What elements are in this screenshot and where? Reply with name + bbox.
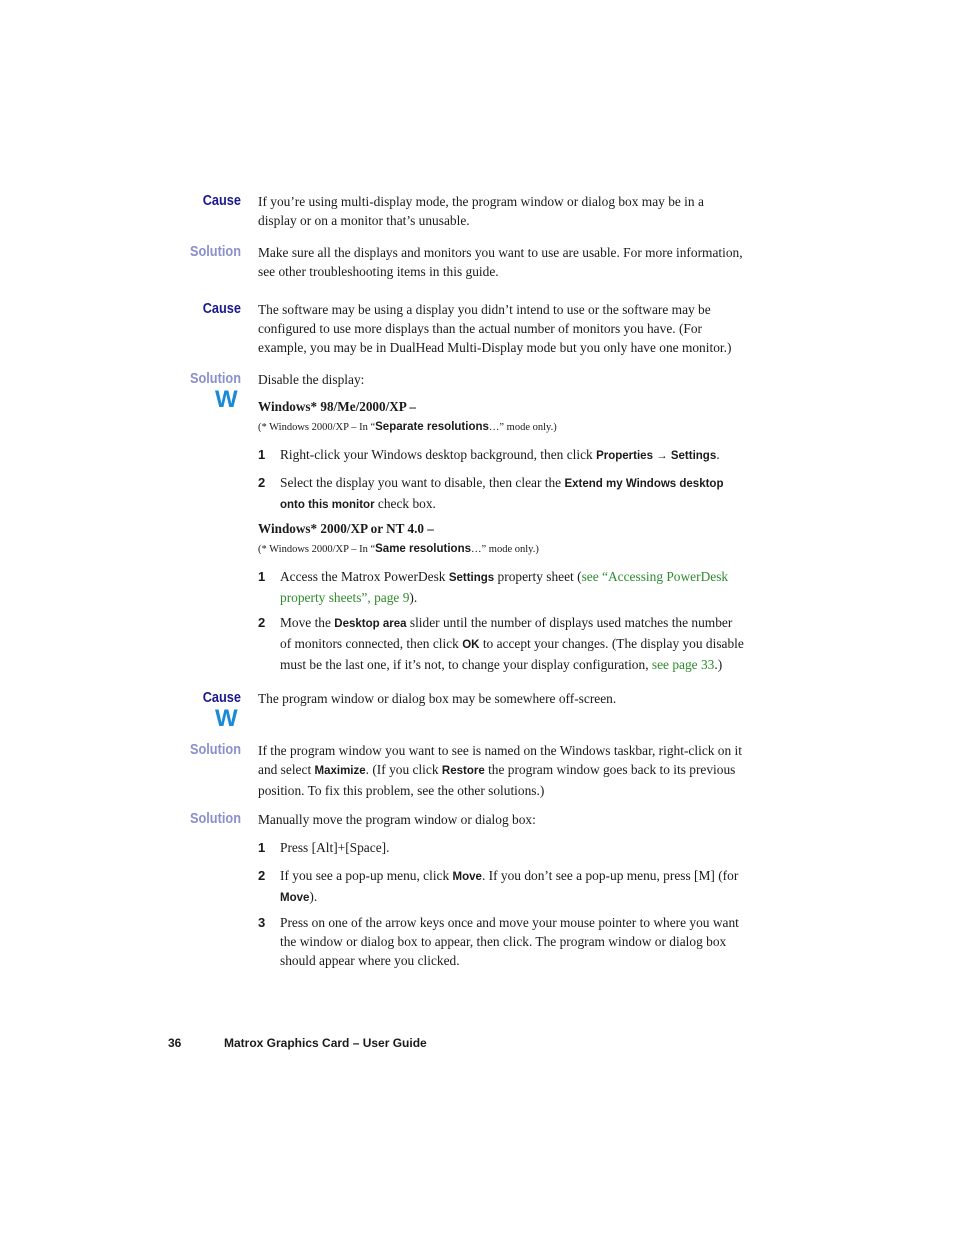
page-number: 36 (168, 1036, 182, 1050)
step-text: Access the Matrox PowerDesk Settings property sheet (see “Accessing PowerDesk property sheets”, page 9). (280, 569, 729, 605)
step-text: Press on one of the arrow keys once and move your mouse pointer to where you want the window or dialog box to appear, then click. The program window or dialog box should appear where you clicked. (280, 915, 739, 968)
solution-label: Solution (189, 371, 241, 387)
step-number: 1 (258, 447, 266, 462)
step-number: 2 (258, 475, 266, 490)
os-heading: Windows* 2000/XP or NT 4.0 – (258, 521, 434, 536)
solution-intro: Manually move the program window or dialog box: (258, 812, 536, 827)
step-text: Select the display you want to disable, then clear the Extend my Windows desktop onto this monitor check box. (280, 475, 724, 511)
cross-reference-link[interactable]: see “Accessing PowerDesk property sheets”, page 9 (280, 569, 729, 605)
cause-label: Cause (202, 193, 241, 209)
solution-text: Make sure all the displays and monitors you want to use are usable. For more information, see other troubleshooting items in this guide. (258, 245, 743, 279)
step-text: If you see a pop-up menu, click Move. If you don’t see a pop-up menu, press [M] (for Move). (280, 868, 739, 904)
step-number: 1 (258, 569, 266, 584)
step-text: Right-click your Windows desktop background, then click Properties → Settings. (280, 447, 720, 462)
solution-text: If the program window you want to see is named on the Windows taskbar, right-click on it and select Maximize. (If you click Restore the program window goes back to its previous position. To fix this problem, see the other solutions.) (258, 743, 742, 798)
solution-intro: Disable the display: (258, 372, 365, 387)
step-number: 2 (258, 615, 266, 630)
windows-icon: W (215, 386, 237, 413)
footer-title: Matrox Graphics Card – User Guide (224, 1036, 427, 1050)
step-text: Move the Desktop area slider until the number of displays used matches the number of monitors connected, then click OK to accept your changes. (The display you disable must be the last one, if it’s not, to change your display configuration, see page 33.) (280, 615, 744, 672)
solution-label: Solution (189, 742, 241, 758)
windows-icon: W (215, 705, 237, 732)
mode-note: (* Windows 2000/XP – In “Same resolutions…” mode only.) (258, 543, 539, 555)
cause-text: The software may be using a display you didn’t intend to use or the software may be configured to use more displays than the actual number of monitors you have. (For example, you may be in DualHead Multi-Display mode but you only have one monitor.) (258, 302, 732, 355)
cause-label: Cause (202, 690, 241, 706)
mode-note: (* Windows 2000/XP – In “Separate resolutions…” mode only.) (258, 421, 557, 433)
os-heading: Windows* 98/Me/2000/XP – (258, 399, 417, 414)
cause-text: If you’re using multi-display mode, the program window or dialog box may be in a display or on a monitor that’s unusable. (258, 194, 704, 228)
cross-reference-link[interactable]: see page 33 (651, 657, 715, 672)
step-number: 1 (258, 840, 266, 855)
step-number: 2 (258, 868, 266, 883)
cause-text: The program window or dialog box may be somewhere off-screen. (258, 691, 617, 706)
solution-label: Solution (189, 244, 241, 260)
step-number: 3 (258, 915, 266, 930)
cause-label: Cause (202, 301, 241, 317)
step-text: Press [Alt]+[Space]. (280, 840, 390, 855)
solution-label: Solution (189, 811, 241, 827)
